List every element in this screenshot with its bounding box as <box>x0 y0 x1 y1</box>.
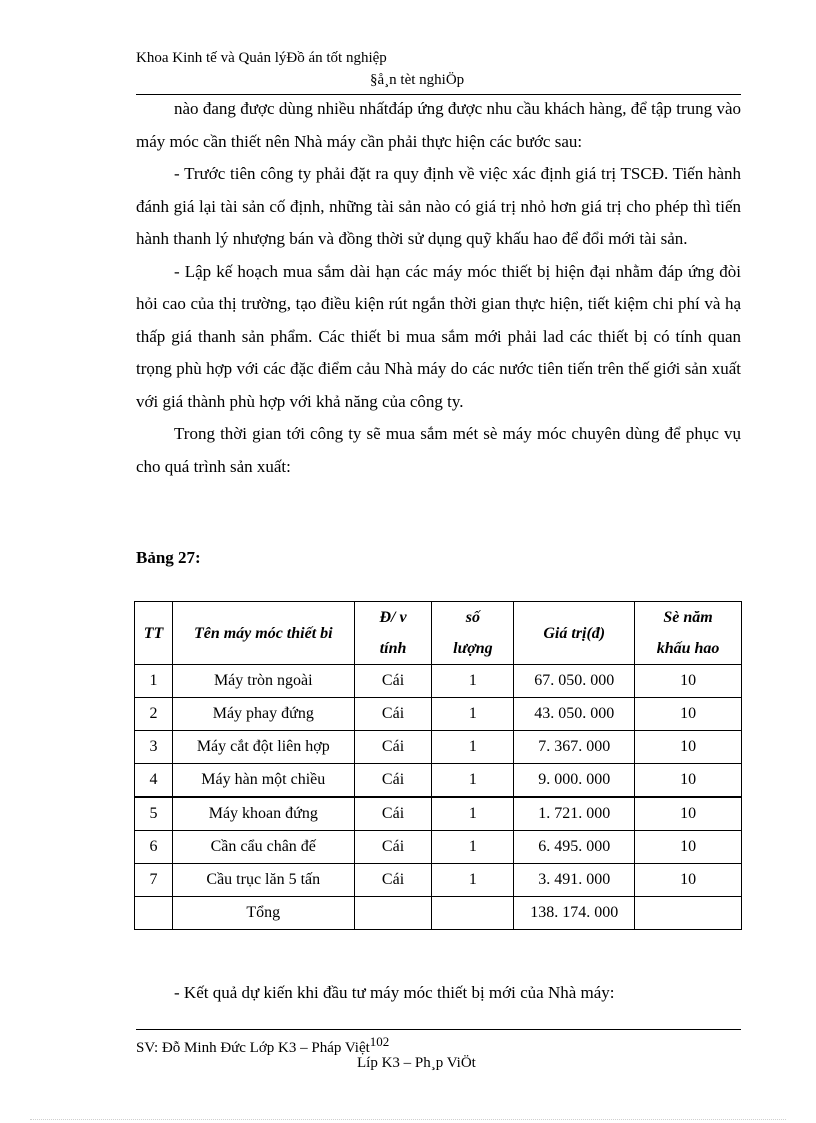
cell-tt: 6 <box>135 831 173 864</box>
cell-name: Máy phay đứng <box>172 698 354 731</box>
cell-name: Máy hàn một chiều <box>172 764 354 798</box>
cell-tt: 7 <box>135 864 173 897</box>
cell-years: 10 <box>635 797 742 831</box>
cell-name: Máy tròn ngoài <box>172 665 354 698</box>
table-row <box>135 764 742 798</box>
cell-tt: 3 <box>135 731 173 764</box>
table-label: Bảng 27: <box>136 548 201 567</box>
total-value: 138. 174. 000 <box>514 897 635 930</box>
cell-qty: 1 <box>432 797 514 831</box>
header-name: Tên máy móc thiết bi <box>172 602 354 665</box>
footer-class: Líp K3 – Ph¸p ViÖt <box>357 1055 476 1071</box>
total-label: Tổng <box>172 897 354 930</box>
cell-tt: 4 <box>135 764 173 798</box>
cell-value: 67. 050. 000 <box>514 665 635 698</box>
cell-years: 10 <box>635 731 742 764</box>
body-text <box>136 93 741 483</box>
cell-tt <box>135 897 173 930</box>
cell-unit: Cái <box>354 831 432 864</box>
table-row <box>135 731 742 764</box>
cell-tt: 2 <box>135 698 173 731</box>
cell-years: 10 <box>635 665 742 698</box>
cell-name: Cầu trục lăn 5 tấn <box>172 864 354 897</box>
table-total-row <box>135 897 742 930</box>
footer-author: SV: Đỗ Minh Đức Lớp K3 – Pháp Việt102 <box>136 1034 390 1056</box>
table-row <box>135 797 742 831</box>
cell-value: 6. 495. 000 <box>514 831 635 864</box>
cell-years: 10 <box>635 764 742 798</box>
cell-qty: 1 <box>432 864 514 897</box>
table-row <box>135 864 742 897</box>
footer-divider <box>136 1029 741 1030</box>
header-tt: TT <box>135 602 173 665</box>
paragraph: Trong thời gian tới công ty sẽ mua sắm mét sè máy móc chuyên dùng để phục vụ cho quá trình sản xuất: <box>136 424 741 476</box>
cell-value: 3. 491. 000 <box>514 864 635 897</box>
cell-qty: 1 <box>432 665 514 698</box>
cell-years <box>635 897 742 930</box>
table-row <box>135 698 742 731</box>
page-bottom-divider <box>30 1119 786 1120</box>
cell-unit: Cái <box>354 797 432 831</box>
page-number: 102 <box>369 1034 390 1049</box>
cell-value: 1. 721. 000 <box>514 797 635 831</box>
paragraph: - Lập kế hoạch mua sắm dài hạn các máy móc thiết bị hiện đại nhằm đáp ứng đòi hỏi cao của thị trường, tạo điều kiện rút ngắn thời gian thực hiện, tiết kiệm chi phí và hạ thấp giá thanh sản phẩm. Các thiết bi mua sắm mới phải lad các thiết bị có tính quan trọng phù hợp với các đặc điểm cảu Nhà máy do các nước tiên tiến trên thế giới sản xuất với giá thành phù hợp với khả năng của công ty. <box>136 261 741 411</box>
table-header-row <box>135 602 742 665</box>
paragraph: - Trước tiên công ty phải đặt ra quy định về việc xác định giá trị TSCĐ. Tiến hành đánh giá lại tài sản cố định, những tài sản nào có giá trị nhỏ hơn giá trị cho phép thì tiến hành thanh lý nhượng bán và đồng thời sử dụng quỹ khấu hao để đổi mới tài sản. <box>136 164 741 248</box>
table-row <box>135 831 742 864</box>
table-row <box>135 665 742 698</box>
cell-unit <box>354 897 432 930</box>
closing-text: - Kết quả dự kiến khi đầu tư máy móc thiết bị mới của Nhà máy: <box>174 983 615 1002</box>
cell-name: Cần cẩu chân đế <box>172 831 354 864</box>
cell-years: 10 <box>635 698 742 731</box>
cell-years: 10 <box>635 831 742 864</box>
cell-unit: Cái <box>354 698 432 731</box>
cell-tt: 5 <box>135 797 173 831</box>
cell-tt: 1 <box>135 665 173 698</box>
cell-years: 10 <box>635 864 742 897</box>
cell-value: 9. 000. 000 <box>514 764 635 798</box>
cell-unit: Cái <box>354 665 432 698</box>
cell-qty <box>432 897 514 930</box>
cell-name: Máy cắt đột liên hợp <box>172 731 354 764</box>
cell-unit: Cái <box>354 864 432 897</box>
cell-qty: 1 <box>432 698 514 731</box>
cell-qty: 1 <box>432 731 514 764</box>
cell-unit: Cái <box>354 731 432 764</box>
equipment-table <box>134 601 742 930</box>
header-subtitle: §å¸n tèt nghiÖp <box>370 72 465 88</box>
paragraph: nào đang được dùng nhiều nhấtđáp ứng được nhu cầu khách hàng, để tập trung vào máy móc cần thiết nên Nhà máy cần phải thực hiện các bước sau: <box>136 99 741 151</box>
cell-unit: Cái <box>354 764 432 798</box>
header-years: Sè năm khấu hao <box>635 602 742 665</box>
header-unit: Đ/ v tính <box>354 602 432 665</box>
header-qty: số lượng <box>432 602 514 665</box>
cell-name: Máy khoan đứng <box>172 797 354 831</box>
cell-qty: 1 <box>432 831 514 864</box>
header-title: Khoa Kinh tế và Quản lýĐồ án tốt nghiệp <box>136 50 387 66</box>
header-value: Giá trị(đ) <box>514 602 635 665</box>
cell-qty: 1 <box>432 764 514 798</box>
cell-value: 7. 367. 000 <box>514 731 635 764</box>
cell-value: 43. 050. 000 <box>514 698 635 731</box>
